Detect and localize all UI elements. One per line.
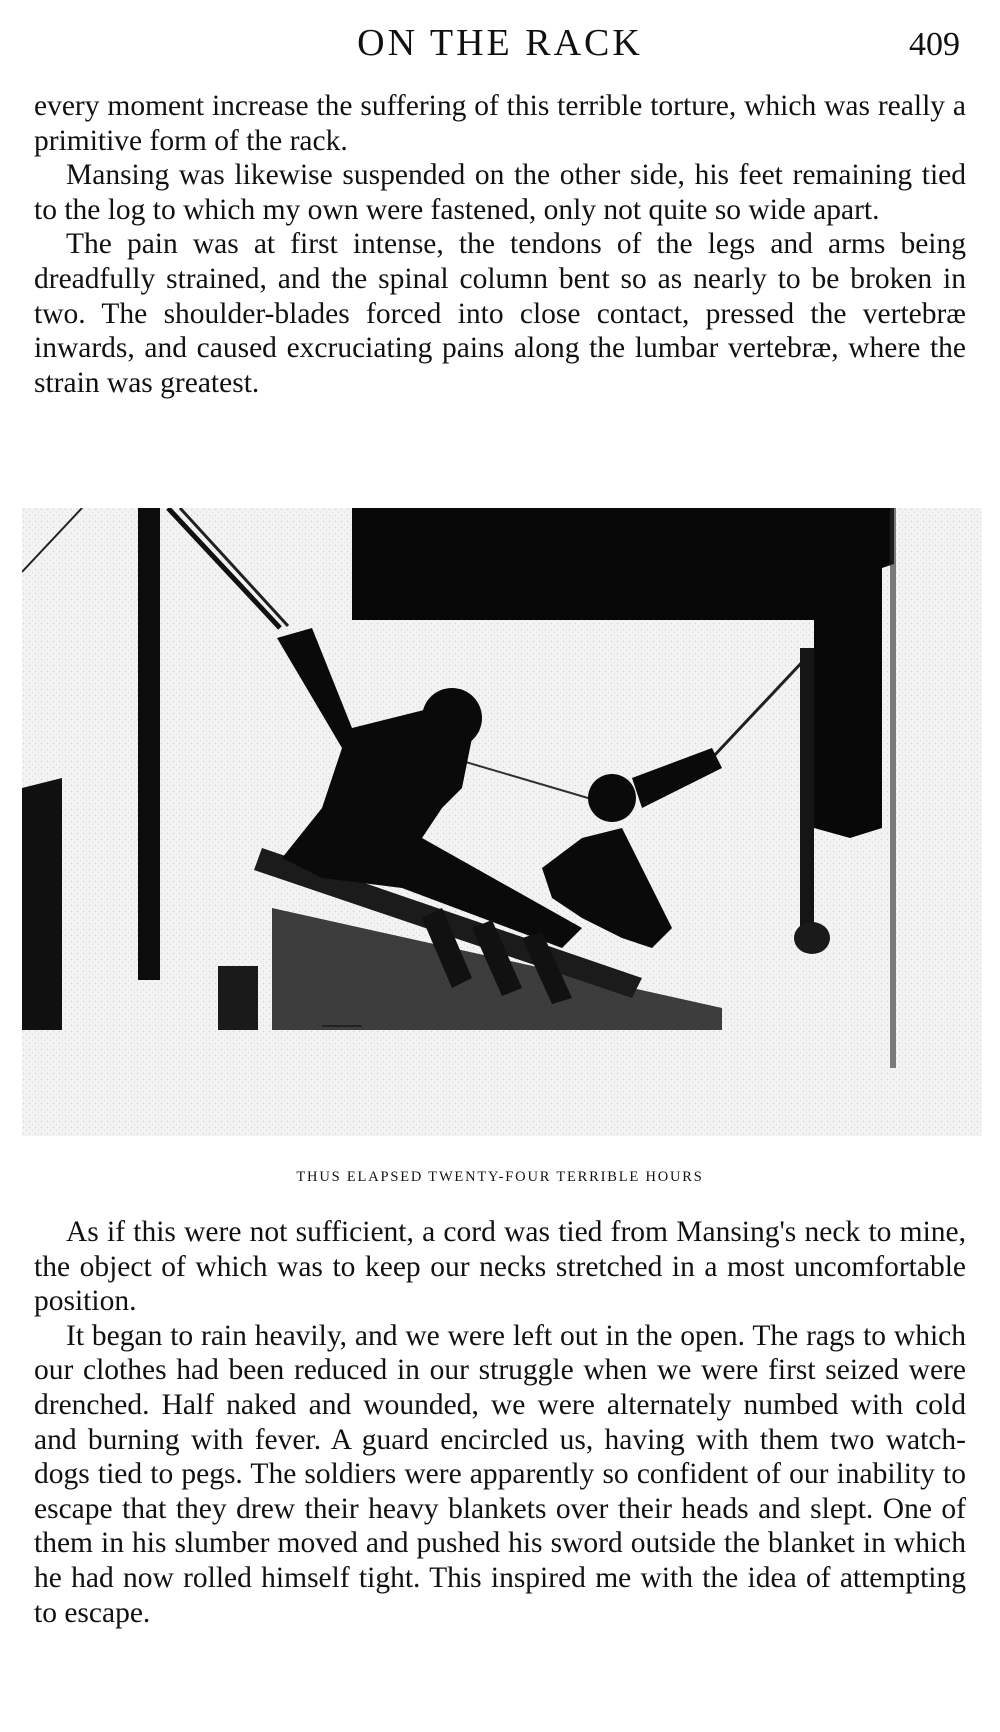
paragraph: Mansing was likewise suspended on the other side, his feet remaining tied to the log to which my own were fastened, only not quite so wide apart. [34, 159, 966, 226]
paragraph: every moment increase the suffering of this terrible torture, which was really a primitive form of the rack. [34, 90, 966, 157]
illustration [22, 508, 982, 1136]
right-post [800, 648, 814, 948]
page-number: 409 [909, 26, 960, 63]
running-title: ON THE RACK [357, 22, 643, 64]
head-left [422, 688, 482, 748]
photograph [22, 508, 982, 1136]
paragraph: The pain was at first intense, the tendons of the legs and arms being dreadfully strained, and the spinal column bent so as nearly to be broken in two. The shoulder-blades forced into close contact, pressed the vertebræ inwards, and caused excruciating pains along the lumbar vertebræ, where the strain was greatest. [34, 228, 966, 399]
figure-caption: THUS ELAPSED TWENTY-FOUR TERRIBLE HOURS [296, 1169, 704, 1185]
paragraph: As if this were not sufficient, a cord was tied from Mansing's neck to mine, the object of which was to keep our necks stretched in a most uncomfortable position. [34, 1216, 966, 1318]
body-text-top [34, 89, 966, 400]
page-header [0, 18, 1000, 68]
ground-block [218, 966, 258, 1030]
paragraph: It began to rain heavily, and we were left out in the open. The rags to which our clothes had been reduced in our struggle when we were first seized were drenched. Half naked and wounded, we were alternately numbed with cold and burning with fever. A guard encircled us, having with them two watch-dogs tied to pegs. The soldiers were apparently so confident of our inability to escape that they drew their heavy blankets over their heads and slept. One of them in his slumber moved and pushed his sword outside the blanket in which he had now rolled himself tight. This inspired me with the idea of attempting to escape. [34, 1319, 966, 1629]
left-post [138, 508, 160, 980]
left-ground-shadow [22, 778, 62, 1030]
head-right [588, 774, 636, 822]
post-base [794, 922, 830, 954]
body-text-bottom [34, 1215, 966, 1630]
right-edge [890, 508, 896, 1068]
